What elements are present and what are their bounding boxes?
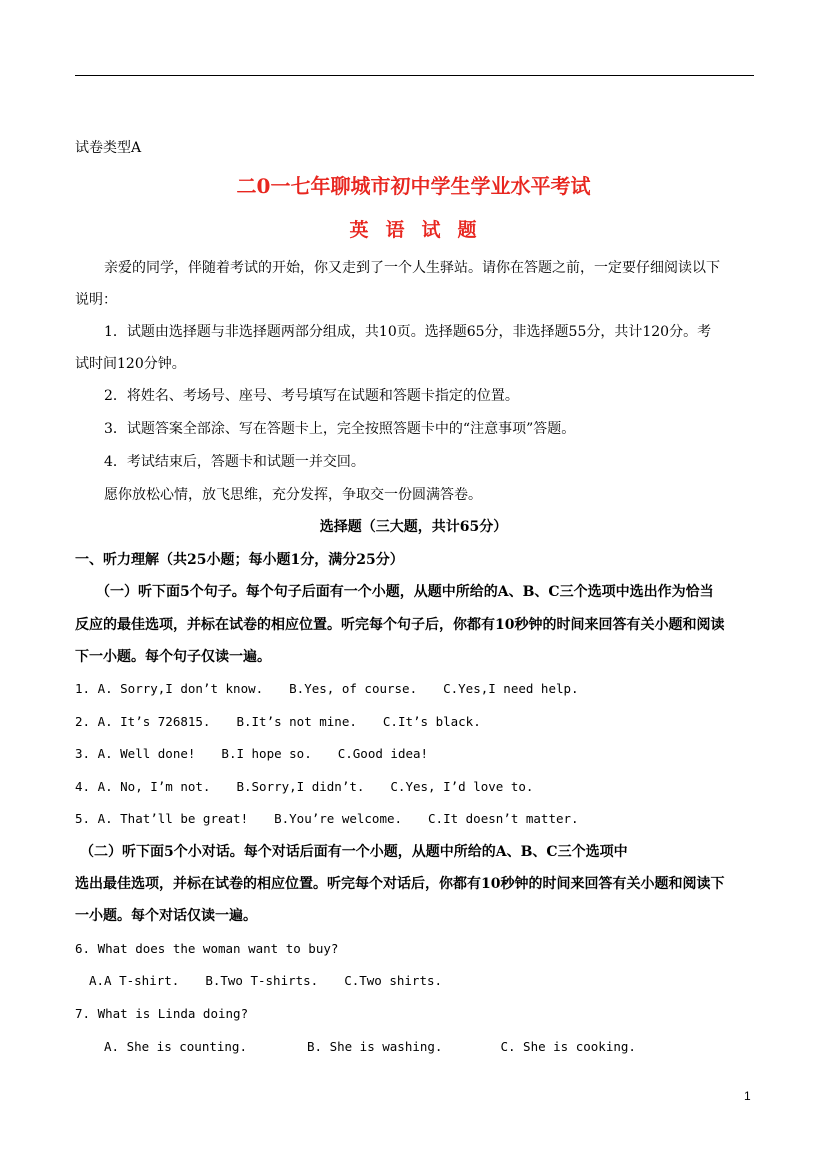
option-c: C. She is cooking. (500, 1039, 636, 1054)
option-b: B.Sorry,I didn’t. (236, 779, 365, 794)
part1-heading: 一、听力理解（共25小题；每小题1分，满分25分） (75, 552, 404, 568)
page-number: 1 (744, 1089, 751, 1103)
sub2-line-3: 一小题。每个对话仅读一遍。 (75, 908, 257, 924)
wish-line: 愿你放松心情，放飞思维，充分发挥，争取交一份圆满答卷。 (104, 487, 482, 503)
section-title: 选择题（三大题，共计65分） (319, 519, 508, 535)
intro-line-1: 亲爱的同学，伴随着考试的开始，你又走到了一个人生驿站。请你在答题之前，一定要仔细阅读以下 (104, 260, 720, 276)
rule-1-line-1: 1．试题由选择题与非选择题两部分组成，共10页。选择题65分，非选择题55分，共计120分。考 (104, 324, 712, 340)
rule-4: 4．考试结束后，答题卡和试题一并交回。 (104, 454, 365, 470)
sub1-line-1: （一）听下面5个句子。每个句子后面有一个小题，从题中所给的A、B、C三个选项中选出作为恰当 (96, 584, 714, 600)
option-a: A.A T-shirt. (89, 973, 180, 988)
rule-2: 2．将姓名、考场号、座号、考号填写在试题和答题卡指定的位置。 (104, 388, 519, 404)
header-rule (75, 75, 754, 76)
option-b: B.I hope so. (221, 746, 312, 761)
option-a: 3. A. Well done! (75, 746, 196, 761)
option-a: 4. A. No, I’m not. (75, 779, 211, 794)
intro-line-2: 说明： (75, 292, 117, 308)
rule-3: 3．试题答案全部涂、写在答题卡上，完全按照答题卡中的“注意事项”答题。 (104, 421, 576, 437)
sub1-line-3: 下一小题。每个句子仅读一遍。 (75, 649, 271, 665)
option-a: 1. A. Sorry,I don’t know. (75, 681, 264, 696)
question-row (75, 679, 579, 699)
dialog-question: 7. What is Linda doing? (75, 1006, 249, 1021)
paper-type: 试卷类型A (75, 140, 142, 156)
option-c: C.Yes, I’d love to. (390, 779, 534, 794)
dialog-question: 6. What does the woman want to buy? (75, 941, 339, 956)
sub2-line-1: （二）听下面5个小对话。每个对话后面有一个小题，从题中所给的A、B、C三个选项中 (80, 844, 628, 860)
option-c: C.Two shirts. (344, 973, 443, 988)
option-b: B.Yes, of course. (289, 681, 418, 696)
option-c: C.It doesn’t matter. (428, 811, 579, 826)
option-a: A. She is counting. (104, 1039, 247, 1054)
question-row (75, 712, 481, 732)
dialog-options (104, 1037, 636, 1057)
option-a: 5. A. That’ll be great! (75, 811, 249, 826)
question-row (75, 809, 579, 829)
rule-1-line-2: 试时间120分钟。 (75, 356, 186, 372)
sub1-line-2: 反应的最佳选项，并标在试卷的相应位置。听完每个句子后，你都有10秒钟的时间来回答有关小题和阅读 (75, 617, 725, 633)
exam-title: 二0一七年聊城市初中学生学业水平考试 (236, 174, 591, 198)
subject-title: 英语试题 (349, 219, 494, 241)
option-b: B. She is washing. (307, 1039, 443, 1054)
question-row (75, 777, 533, 797)
option-b: B.It’s not mine. (236, 714, 357, 729)
option-b: B.Two T-shirts. (205, 973, 319, 988)
dialog-options (89, 971, 442, 991)
option-b: B.You’re welcome. (274, 811, 403, 826)
option-c: C.It’s black. (382, 714, 481, 729)
sub2-line-2: 选出最佳选项，并标在试卷的相应位置。听完每个对话后，你都有10秒钟的时间来回答有关小题和阅读下 (75, 876, 725, 892)
option-a: 2. A. It’s 726815. (75, 714, 211, 729)
question-row (75, 744, 428, 764)
option-c: C.Good idea! (337, 746, 429, 761)
option-c: C.Yes,I need help. (443, 681, 579, 696)
